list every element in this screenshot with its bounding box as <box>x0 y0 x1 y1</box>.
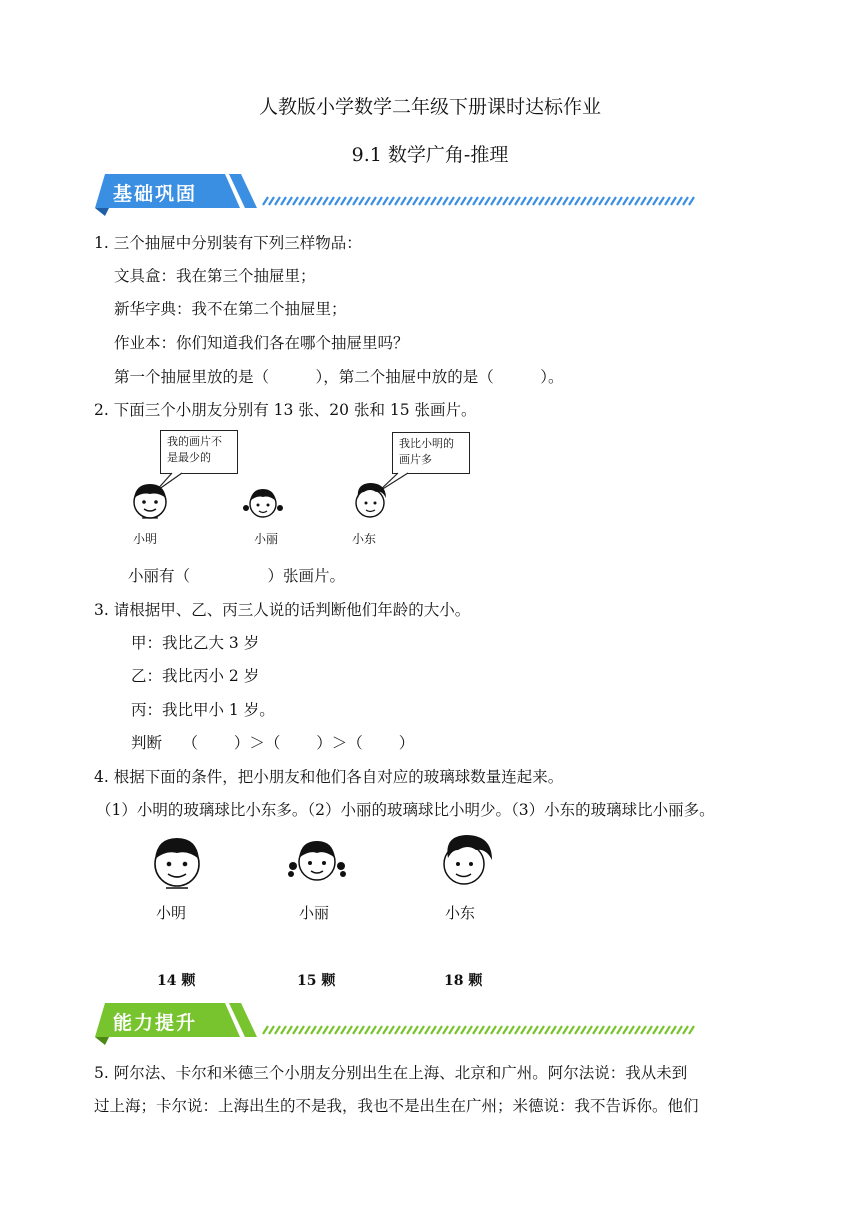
banner-stripe <box>659 197 664 205</box>
banner-stripe <box>509 1026 514 1034</box>
banner-stripe <box>467 1026 472 1034</box>
q3-judge-line: 判断 （ ）＞（ ）＞（ ） <box>131 734 415 752</box>
banner-stripe <box>575 197 580 205</box>
banner-stripe <box>587 197 592 205</box>
banner-stripe <box>275 1026 280 1034</box>
banner-stripe <box>677 1026 682 1034</box>
banner-stripe <box>665 197 670 205</box>
page-subtitle: 9.1 数学广角-推理 <box>351 144 509 166</box>
banner-stripe <box>521 197 526 205</box>
banner-stripe <box>665 1026 670 1034</box>
boy-xiaodong-icon <box>348 478 392 522</box>
banner-stripe <box>467 197 472 205</box>
banner-stripe <box>479 1026 484 1034</box>
banner-stripe <box>527 197 532 205</box>
banner-stripe <box>659 1026 664 1034</box>
banner-stripe <box>287 1026 292 1034</box>
banner-stripe <box>605 197 610 205</box>
banner-stripe <box>617 1026 622 1034</box>
banner-stripe <box>635 197 640 205</box>
banner-stripe <box>515 197 520 205</box>
q3-stem: 3. 请根据甲、乙、丙三人说的话判断他们年龄的大小。 <box>94 601 471 619</box>
banner-stripe <box>569 1026 574 1034</box>
banner-stripe <box>479 197 484 205</box>
speech-bubble-xiaodong: 我比小明的画片多 <box>392 432 470 474</box>
banner-stripe <box>419 1026 424 1034</box>
q3-line: 丙：我比甲小 1 岁。 <box>131 701 275 719</box>
banner-stripe <box>503 197 508 205</box>
banner-stripe <box>611 1026 616 1034</box>
banner-stripe <box>587 1026 592 1034</box>
banner-stripe <box>599 197 604 205</box>
banner-stripe <box>269 197 274 205</box>
banner-stripe <box>359 197 364 205</box>
banner-stripe <box>263 1026 268 1034</box>
marble-count-label: 14 颗 <box>157 973 196 989</box>
banner-stripe <box>629 197 634 205</box>
banner-stripe <box>293 197 298 205</box>
banner-stripe <box>305 197 310 205</box>
banner-stripe <box>341 197 346 205</box>
banner-stripe <box>449 1026 454 1034</box>
banner-stripe <box>323 197 328 205</box>
marble-count-label: 15 颗 <box>297 973 336 989</box>
banner-stripe <box>491 197 496 205</box>
banner-stripe <box>683 1026 688 1034</box>
banner-stripe <box>383 1026 388 1034</box>
banner-stripe <box>443 197 448 205</box>
banner-stripe <box>293 1026 298 1034</box>
banner-stripe <box>425 197 430 205</box>
banner-stripe <box>371 197 376 205</box>
banner-stripe <box>323 1026 328 1034</box>
boy-xiaoming-icon <box>128 478 172 522</box>
banner-stripe <box>485 1026 490 1034</box>
banner-stripe <box>563 197 568 205</box>
kid-name-label: 小东 <box>445 904 476 922</box>
banner-stripe <box>533 1026 538 1034</box>
banner-stripe <box>461 197 466 205</box>
banner-stripe <box>653 197 658 205</box>
banner-stripe <box>359 1026 364 1034</box>
banner-stripe <box>437 1026 442 1034</box>
section-banner-basic <box>95 174 695 214</box>
banner-stripe <box>407 1026 412 1034</box>
banner-stripe <box>551 1026 556 1034</box>
marble-count-label: 18 颗 <box>444 973 483 989</box>
banner-stripe <box>611 197 616 205</box>
banner-stripe <box>683 197 688 205</box>
banner-stripe <box>389 197 394 205</box>
banner-stripe <box>353 197 358 205</box>
banner-stripe <box>509 197 514 205</box>
banner-stripe <box>443 1026 448 1034</box>
speech-bubble-xiaoming: 我的画片不是最少的 <box>160 430 238 474</box>
banner-stripe <box>641 197 646 205</box>
banner-stripe <box>527 1026 532 1034</box>
banner-stripe <box>623 1026 628 1034</box>
banner-stripe <box>575 1026 580 1034</box>
banner-stripe <box>329 1026 334 1034</box>
banner-stripe <box>335 197 340 205</box>
banner-stripe <box>461 1026 466 1034</box>
q5-line: 过上海；卡尔说：上海出生的不是我，我也不是出生在广州；米德说：我不告诉你。他们 <box>94 1097 699 1115</box>
banner-stripe <box>311 1026 316 1034</box>
banner-stripe <box>581 1026 586 1034</box>
banner-stripe <box>389 1026 394 1034</box>
banner-stripe <box>449 197 454 205</box>
banner-stripe <box>329 197 334 205</box>
banner-stripe <box>377 1026 382 1034</box>
banner-stripe <box>299 197 304 205</box>
banner-stripe <box>347 1026 352 1034</box>
banner-stripe <box>569 197 574 205</box>
page-title: 人教版小学数学二年级下册课时达标作业 <box>258 96 601 118</box>
banner-stripe <box>557 197 562 205</box>
banner-stripe <box>317 1026 322 1034</box>
girl-xiaoli-large-icon <box>284 834 350 890</box>
q3-line: 乙：我比丙小 2 岁 <box>131 667 260 685</box>
banner-stripe <box>689 1026 694 1034</box>
banner-stripe <box>383 197 388 205</box>
banner-stripe <box>311 197 316 205</box>
banner-stripe <box>545 197 550 205</box>
banner-stripe <box>647 1026 652 1034</box>
banner-stripe <box>671 197 676 205</box>
q3-line: 甲：我比乙大 3 岁 <box>131 634 260 652</box>
banner-stripe <box>497 1026 502 1034</box>
boy-xiaodong-large-icon <box>434 830 500 890</box>
q2-answer-line: 小丽有（ ）张画片。 <box>128 567 346 585</box>
banner-stripe <box>497 197 502 205</box>
banner-stripe <box>557 1026 562 1034</box>
banner-stripe <box>545 1026 550 1034</box>
banner-stripe <box>539 1026 544 1034</box>
banner-stripe <box>317 197 322 205</box>
banner-stripe <box>371 1026 376 1034</box>
q1-line: 文具盒：我在第三个抽屉里； <box>114 267 316 285</box>
banner-stripe <box>377 197 382 205</box>
banner-stripe <box>593 197 598 205</box>
banner-stripe <box>629 1026 634 1034</box>
banner-stripe <box>473 197 478 205</box>
q1-stem: 1. 三个抽屉中分别装有下列三样物品： <box>94 234 362 252</box>
banner-stripe <box>551 197 556 205</box>
banner-stripe <box>689 197 694 205</box>
banner-stripe <box>647 197 652 205</box>
banner-stripe <box>281 1026 286 1034</box>
girl-xiaoli-icon <box>240 484 286 524</box>
kid-name-label: 小东 <box>352 532 377 546</box>
banner-stripe <box>455 1026 460 1034</box>
banner-stripe <box>599 1026 604 1034</box>
q1-answer-line: 第一个抽屉里放的是（ ），第二个抽屉中放的是（ ）。 <box>114 368 564 386</box>
q2-stem: 2. 下面三个小朋友分别有 13 张、20 张和 15 张画片。 <box>94 401 477 419</box>
banner-stripe <box>533 197 538 205</box>
banner-stripe <box>491 1026 496 1034</box>
banner-stripe <box>677 197 682 205</box>
banner-stripe <box>281 197 286 205</box>
banner-stripe <box>581 197 586 205</box>
banner-stripe <box>653 1026 658 1034</box>
banner-stripe <box>365 197 370 205</box>
banner-stripe <box>503 1026 508 1034</box>
q4-conditions: （1）小明的玻璃球比小东多。（2）小丽的玻璃球比小明少。（3）小东的玻璃球比小丽多。 <box>96 801 715 819</box>
q4-stem: 4. 根据下面的条件，把小朋友和他们各自对应的玻璃球数量连起来。 <box>94 768 564 786</box>
banner-stripe <box>395 197 400 205</box>
banner-stripe <box>269 1026 274 1034</box>
banner-stripe <box>341 1026 346 1034</box>
banner-stripe <box>347 197 352 205</box>
banner-stripe <box>431 1026 436 1034</box>
section-banner-advanced <box>95 1003 695 1043</box>
banner-stripe <box>335 1026 340 1034</box>
banner-stripe <box>425 1026 430 1034</box>
banner-stripe <box>521 1026 526 1034</box>
banner-stripe <box>287 197 292 205</box>
q1-line: 新华字典：我不在第二个抽屉里； <box>114 300 347 318</box>
banner-stripe <box>605 1026 610 1034</box>
banner-stripe <box>623 197 628 205</box>
q5-line: 5. 阿尔法、卡尔和米德三个小朋友分别出生在上海、北京和广州。阿尔法说：我从未到 <box>94 1064 688 1082</box>
banner-stripe <box>617 197 622 205</box>
section-label-advanced: 能力提升 <box>113 1012 198 1034</box>
banner-stripe <box>413 197 418 205</box>
banner-stripe <box>437 197 442 205</box>
kid-name-label: 小丽 <box>299 904 330 922</box>
banner-stripe <box>353 1026 358 1034</box>
banner-stripe <box>515 1026 520 1034</box>
banner-stripe <box>305 1026 310 1034</box>
banner-stripe <box>263 197 268 205</box>
banner-stripe <box>431 197 436 205</box>
banner-stripe <box>413 1026 418 1034</box>
q1-line: 作业本：你们知道我们各在哪个抽屉里吗？ <box>114 334 409 352</box>
banner-stripe <box>563 1026 568 1034</box>
banner-stripe <box>365 1026 370 1034</box>
banner-stripe <box>539 197 544 205</box>
banner-stripe <box>593 1026 598 1034</box>
banner-stripe <box>401 197 406 205</box>
banner-stripe <box>485 197 490 205</box>
banner-stripe <box>395 1026 400 1034</box>
banner-stripe <box>419 197 424 205</box>
banner-stripe <box>299 1026 304 1034</box>
banner-stripe <box>275 197 280 205</box>
banner-stripe <box>671 1026 676 1034</box>
banner-stripe <box>401 1026 406 1034</box>
banner-stripe <box>641 1026 646 1034</box>
kid-name-label: 小明 <box>156 904 187 922</box>
boy-xiaoming-large-icon <box>146 832 208 890</box>
banner-stripe <box>407 197 412 205</box>
banner-stripe <box>635 1026 640 1034</box>
kid-name-label: 小丽 <box>254 532 279 546</box>
kid-name-label: 小明 <box>133 532 158 546</box>
banner-stripe <box>473 1026 478 1034</box>
section-label-basic: 基础巩固 <box>113 183 198 205</box>
banner-stripe <box>455 197 460 205</box>
